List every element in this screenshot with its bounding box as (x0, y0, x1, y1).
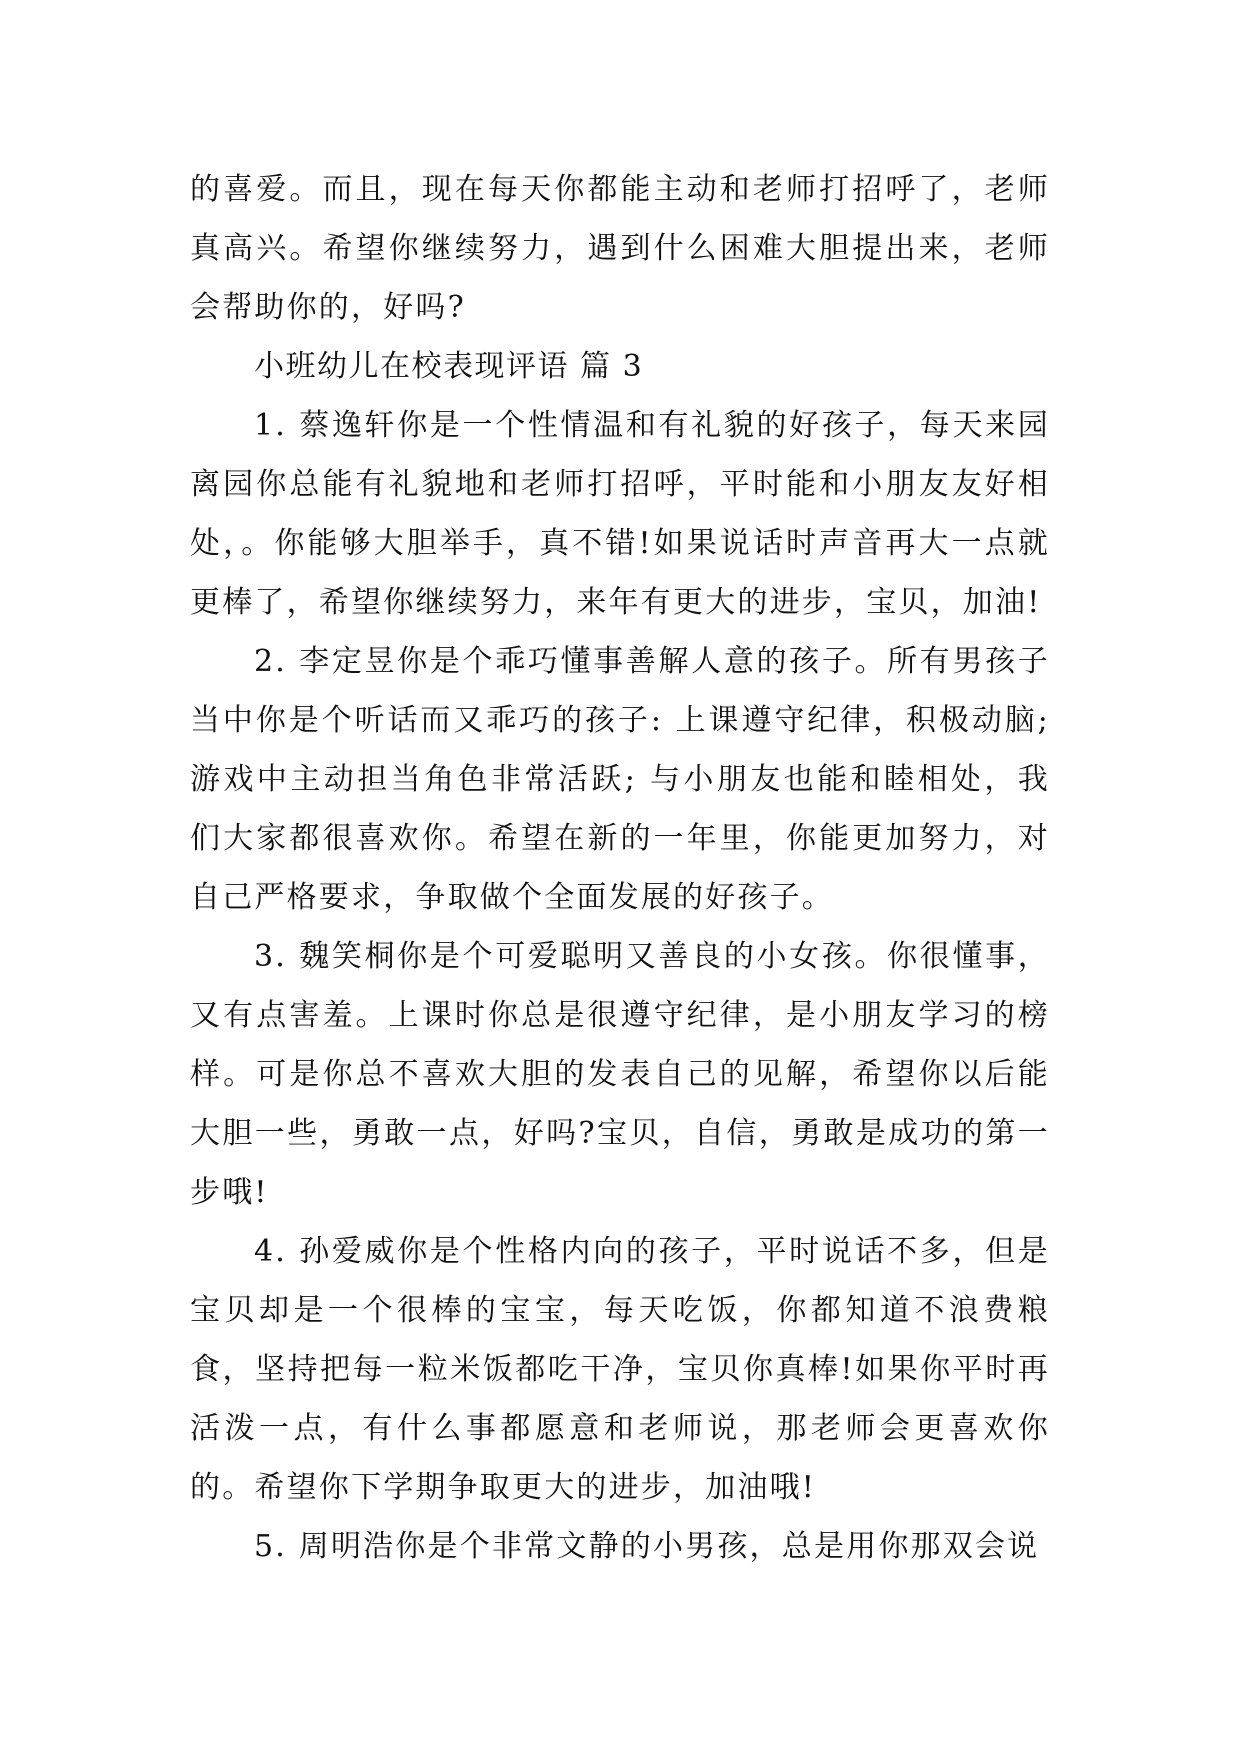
comment-item-5: 5. 周明浩你是个非常文静的小男孩，总是用你那双会说 (254, 1529, 1040, 1564)
paragraph-continued: 的喜爱。而且，现在每天你都能主动和老师打招呼了，老师真高兴。希望你继续努力，遇到什么困难大胆提出来，老师会帮助你的，好吗? (190, 172, 1050, 325)
comment-item-1: 1. 蔡逸轩你是一个性情温和有礼貌的好孩子，每天来园离园你总能有礼貌地和老师打招呼，平时能和小朋友友好相处，。你能够大胆举手，真不错!如果说话时声音再大一点就更棒了，希望你继续努力，来年有更大的进步，宝贝，加油! (190, 408, 1050, 620)
section-heading: 小班幼儿在校表现评语 篇 3 (254, 349, 644, 384)
comment-item-3: 3. 魏笑桐你是个可爱聪明又善良的小女孩。你很懂事，又有点害羞。上课时你总是很遵守纪律，是小朋友学习的榜样。可是你总不喜欢大胆的发表自己的见解，希望你以后能大胆一些，勇敢一点，好吗?宝贝，自信，勇敢是成功的第一步哦! (190, 939, 1050, 1210)
comment-item-2: 2. 李定昱你是个乖巧懂事善解人意的孩子。所有男孩子当中你是个听话而又乖巧的孩子: 上课遵守纪律，积极动脑; 游戏中主动担当角色非常活跃; 与小朋友也能和睦相处，我们大家都很喜欢你。希望在新的一年里，你能更加努力，对自己严格要求，争取做个全面发展的好孩子。 (190, 644, 1050, 915)
document-body (190, 160, 1050, 1576)
comment-item-4: 4. 孙爱威你是个性格内向的孩子，平时说话不多，但是宝贝却是一个很棒的宝宝，每天吃饭，你都知道不浪费粮食，坚持把每一粒米饭都吃干净，宝贝你真棒!如果你平时再活泼一点，有什么事都愿意和老师说，那老师会更喜欢你的。希望你下学期争取更大的进步，加油哦! (190, 1234, 1050, 1505)
